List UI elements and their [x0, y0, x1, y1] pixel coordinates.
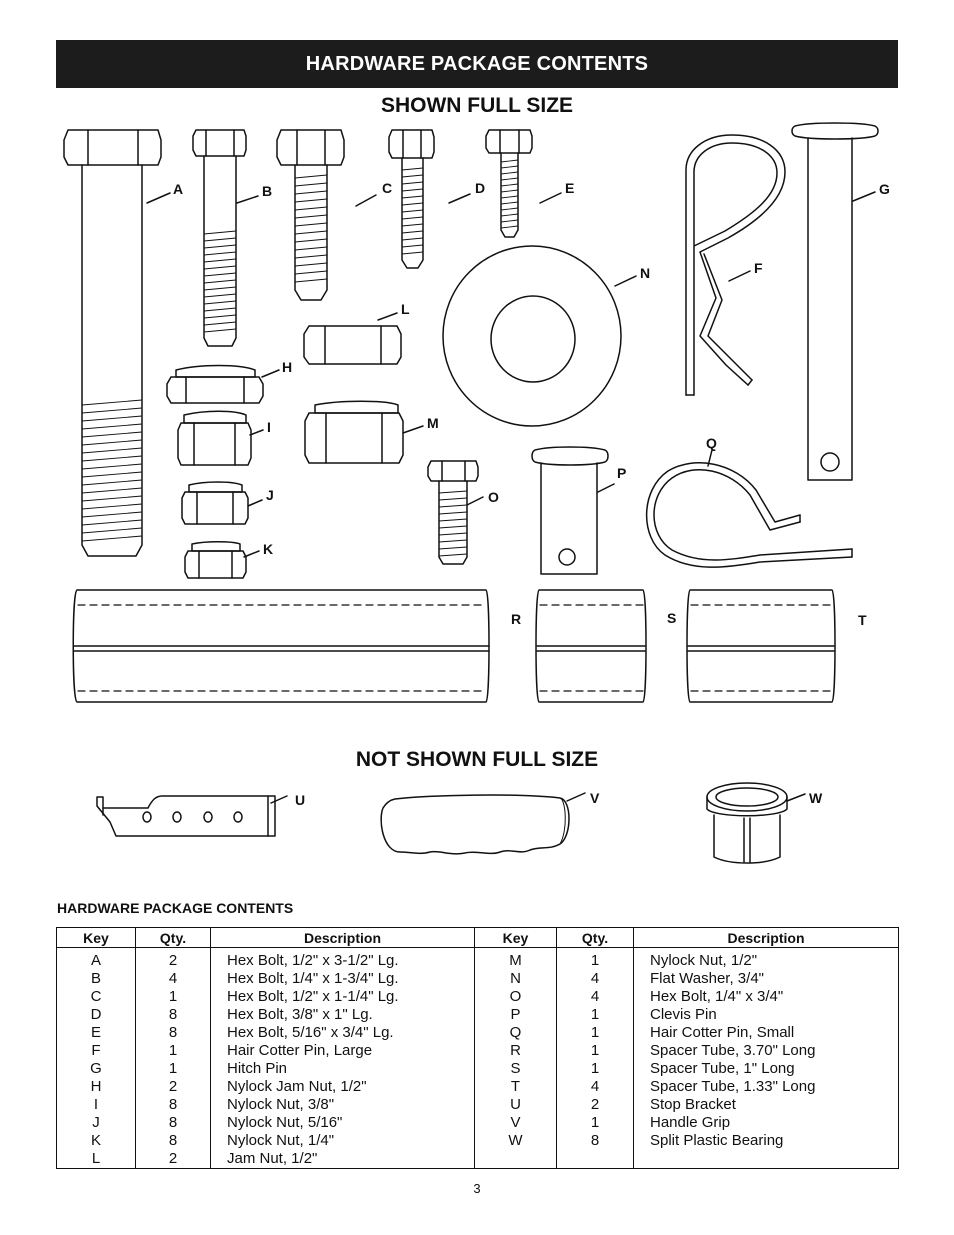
label-b: B [262, 183, 273, 199]
label-n: N [640, 265, 651, 281]
table-cell-qty: 4 [590, 1078, 600, 1095]
table-cell-qty: 1 [590, 1060, 600, 1077]
table-cell-key: E [90, 1024, 101, 1041]
table-cell-qty: 1 [168, 988, 178, 1005]
table-cell-key: V [510, 1114, 521, 1131]
table-cell-key: S [510, 1060, 521, 1077]
table-cell-description: Stop Bracket [650, 1096, 736, 1113]
table-cell-key: Q [509, 1024, 522, 1041]
table-cell-description: Handle Grip [650, 1114, 731, 1131]
part-i-nylock-nut [178, 411, 263, 465]
table-cell-key: F [91, 1042, 101, 1059]
part-d-hex-bolt [389, 130, 470, 268]
table-cell-description: Hair Cotter Pin, Small [650, 1024, 795, 1041]
part-u-stop-bracket [97, 796, 287, 836]
label-t: T [858, 612, 867, 628]
table-cell-qty: 1 [168, 1042, 178, 1059]
part-f-hair-cotter-pin-large [686, 135, 785, 395]
table-cell-key: A [90, 952, 101, 969]
label-f: F [754, 260, 763, 276]
table-cell-key: H [90, 1078, 102, 1095]
part-v-handle-grip [381, 793, 585, 854]
table-cell-description: Flat Washer, 3/4" [650, 970, 764, 987]
part-w-split-bearing [707, 783, 805, 863]
header-qty-left: Qty. [136, 928, 211, 948]
table-cell-description: Hex Bolt, 1/2" x 3-1/2" Lg. [227, 952, 399, 969]
table-cell-key: U [510, 1096, 521, 1113]
label-h: H [282, 359, 293, 375]
part-k-nylock-nut [185, 542, 259, 578]
header-key-left: Key [57, 928, 136, 948]
table-cell-qty: 1 [590, 1042, 600, 1059]
table-cell-qty: 1 [590, 952, 600, 969]
table-cell-key: P [510, 1006, 521, 1023]
table-cell-key: J [92, 1114, 100, 1131]
header-qty-right: Qty. [557, 928, 634, 948]
part-q-hair-cotter-pin-small [647, 450, 852, 567]
table-body-row [57, 948, 899, 1169]
table-cell-description: Jam Nut, 1/2" [227, 1150, 318, 1167]
key-column-right [475, 948, 557, 1169]
table-cell-description: Spacer Tube, 1.33" Long [650, 1078, 816, 1095]
table-cell-description: Hair Cotter Pin, Large [227, 1042, 373, 1059]
table-cell-qty: 1 [168, 1060, 178, 1077]
table-cell-key: R [510, 1042, 521, 1059]
section-heading-full-size: SHOWN FULL SIZE [380, 94, 574, 117]
table-cell-key: G [90, 1060, 102, 1077]
table-cell-qty: 8 [168, 1006, 178, 1023]
table-cell-description: Hex Bolt, 5/16" x 3/4" Lg. [227, 1024, 394, 1041]
page-number: 3 [473, 1181, 481, 1196]
table-cell-description: Hex Bolt, 1/4" x 1-3/4" Lg. [227, 970, 399, 987]
description-column-left [211, 948, 475, 1169]
label-e: E [565, 180, 575, 196]
table-cell-qty: 8 [168, 1096, 178, 1113]
qty-column-left [136, 948, 211, 1169]
table-title: HARDWARE PACKAGE CONTENTS [57, 900, 294, 916]
table-cell-description: Nylock Nut, 1/2" [650, 952, 758, 969]
table-cell-qty: 2 [168, 1078, 178, 1095]
part-g-hitch-pin [792, 123, 878, 480]
table-cell-qty: 4 [168, 970, 178, 987]
label-u: U [295, 792, 306, 808]
table-cell-description: Hex Bolt, 1/2" x 1-1/4" Lg. [227, 988, 399, 1005]
table-cell-qty: 2 [590, 1096, 600, 1113]
label-g: G [879, 181, 890, 197]
label-p: P [617, 465, 627, 481]
label-m: M [427, 415, 439, 431]
label-v: V [590, 790, 600, 806]
description-column-right [634, 948, 899, 1169]
table-cell-description: Nylock Nut, 1/4" [227, 1132, 335, 1149]
table-cell-qty: 1 [590, 1114, 600, 1131]
table-cell-qty: 1 [590, 1006, 600, 1023]
table-cell-key: B [90, 970, 101, 987]
table-cell-qty: 8 [590, 1132, 600, 1149]
part-s-spacer-tube [536, 590, 646, 702]
table-cell-key: C [90, 988, 102, 1005]
label-l: L [401, 301, 410, 317]
part-e-hex-bolt [486, 130, 561, 237]
table-cell-qty: 4 [590, 988, 600, 1005]
part-a-hex-bolt [64, 130, 170, 556]
table-cell-key: W [508, 1132, 523, 1149]
header-description-left: Description [211, 928, 475, 948]
table-cell-description: Hex Bolt, 1/4" x 3/4" [650, 988, 784, 1005]
label-i: I [267, 419, 271, 435]
table-cell-description: Spacer Tube, 3.70" Long [650, 1042, 816, 1059]
label-j: J [266, 487, 274, 503]
label-d: D [475, 180, 486, 196]
part-b-hex-bolt [193, 130, 258, 346]
part-o-hex-bolt [428, 461, 483, 564]
label-s: S [667, 610, 677, 626]
table-cell-description: Nylock Nut, 5/16" [227, 1114, 343, 1131]
table-cell-key: I [93, 1096, 99, 1113]
part-r-spacer-tube [73, 590, 489, 702]
label-c: C [382, 180, 393, 196]
table-cell-qty: 8 [168, 1024, 178, 1041]
part-c-hex-bolt [277, 130, 376, 300]
table-cell-key: O [509, 988, 522, 1005]
table-cell-qty: 8 [168, 1132, 178, 1149]
label-o: O [488, 489, 499, 505]
header-key-right: Key [475, 928, 557, 948]
table-cell-description: Clevis Pin [650, 1006, 717, 1023]
part-h-nylock-jam-nut [167, 366, 279, 404]
label-k: K [263, 541, 274, 557]
table-cell-key: K [90, 1132, 101, 1149]
table-cell-qty: 8 [168, 1114, 178, 1131]
table-cell-qty: 4 [590, 970, 600, 987]
label-r: R [511, 611, 522, 627]
table-cell-qty: 2 [168, 952, 178, 969]
table-cell-description: Spacer Tube, 1" Long [650, 1060, 795, 1077]
table-cell-description: Nylock Nut, 3/8" [227, 1096, 335, 1113]
table-header-row [57, 928, 899, 948]
table-cell-qty: 1 [590, 1024, 600, 1041]
table-cell-key: L [91, 1150, 101, 1167]
key-column-left [57, 948, 136, 1169]
table-cell-key: T [510, 1078, 521, 1095]
label-w: W [809, 790, 823, 806]
table-cell-description: Split Plastic Bearing [650, 1132, 784, 1149]
table-cell-qty: 2 [168, 1150, 178, 1167]
table-cell-description: Nylock Jam Nut, 1/2" [227, 1078, 367, 1095]
table-cell-description: Hex Bolt, 3/8" x 1" Lg. [227, 1006, 373, 1023]
part-n-flat-washer [443, 246, 636, 426]
page-banner: HARDWARE PACKAGE CONTENTS [56, 40, 898, 88]
part-m-nylock-nut [305, 401, 423, 463]
table-cell-key: D [90, 1006, 102, 1023]
label-q: Q [706, 435, 717, 451]
table-cell-key: N [510, 970, 521, 987]
label-a: A [173, 181, 184, 197]
part-t-spacer-tube [687, 590, 835, 702]
part-l-jam-nut [304, 313, 401, 364]
part-p-clevis-pin [532, 447, 614, 574]
section-heading-not-full-size: NOT SHOWN FULL SIZE [355, 748, 599, 771]
qty-column-right [557, 948, 634, 1169]
table-cell-key: M [509, 952, 522, 969]
table-cell-description: Hitch Pin [227, 1060, 288, 1077]
parts-table [56, 927, 899, 1169]
header-description-right: Description [634, 928, 899, 948]
part-j-nylock-nut [182, 482, 262, 524]
